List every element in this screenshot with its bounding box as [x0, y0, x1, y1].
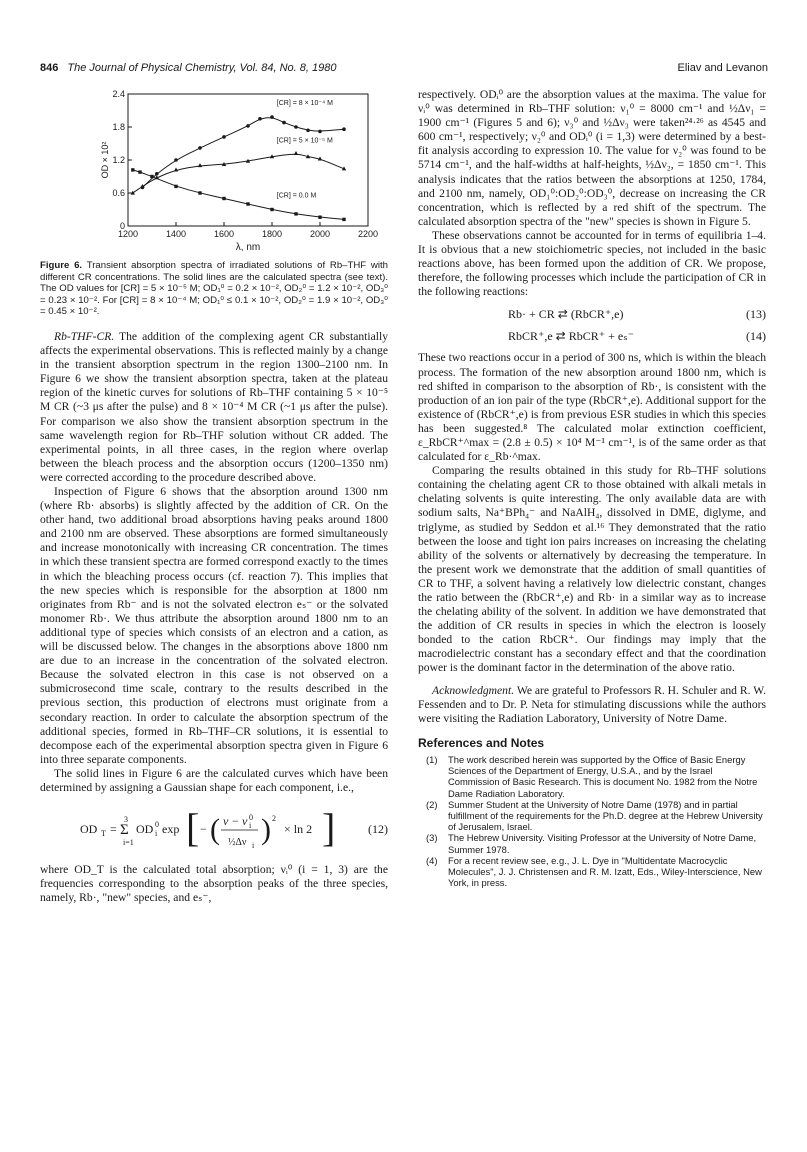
svg-text:]: ] [322, 805, 336, 851]
reference-text: The Hebrew University. Visiting Professor at the University of Notre Dame, Summer 1978. [448, 832, 757, 855]
series-label: [CR] = 8 × 10⁻⁴ M [276, 100, 333, 107]
svg-text:i: i [252, 841, 255, 851]
svg-text:−: − [200, 822, 207, 837]
figure-6 [40, 88, 388, 256]
equation-14 [418, 329, 766, 351]
equation-number: (14) [746, 329, 766, 344]
data-point [150, 175, 153, 178]
data-point [318, 130, 322, 134]
caption-text: Transient absorption spectra of irradiated solutions of Rb–THF with different CR concentrations. The solid lines are the calculated spectra (see text). The OD values for [CR] = 5 × 10⁻⁵ M; OD₁⁰ = 0.2 × 10⁻², OD₂⁰ = 1.2 × 10⁻², OD₃⁰ = 0.23 × 10⁻². For [CR] = 8 × 10⁻⁴ M; OD₁⁰ ≤ 0.1 × 10⁻², OD₂⁰ = 1.9 × 10⁻², OD₃⁰ = 0.45 × 10⁻². [40, 260, 388, 318]
journal-title: The Journal of Physical Chemistry, Vol. 84, No. 8, 1980 [67, 62, 337, 74]
left-column [40, 88, 388, 905]
x-tick-label: 2200 [357, 229, 379, 239]
paragraph: respectively. ODᵢ⁰ are the absorption values at the maxima. The value for νᵢ⁰ was determined in Rb–THF solution: ν₁⁰ = 8000 cm⁻¹ and ½Δν₁ = 1900 cm⁻¹ (Figures 5 and 6); ν₃⁰ and ½Δν₃ were taken²⁴·²⁶ as 4545 and 600 cm⁻¹, respectively; ν₂⁰ and ODᵢ⁰ (i = 1,3) were determined by a best-fit analysis according to expression 10. The value for ν₂⁰ was found to be 5714 cm⁻¹, and the half-widths at half-heights, ½Δν₂, = 1850 cm⁻¹. This analysis indicates that the ratios between the absorptions at 1250, 1784, and 2100 nm, namely, OD₁⁰:OD₂⁰:OD₃⁰, decrease on increasing the CR concentration, which is reflected by a red shift of the spectrum. The calculated absorption spectra of the "new" species is shown in Figure 5. [418, 88, 766, 228]
svg-text:× ln 2: × ln 2 [284, 822, 313, 837]
paragraph-text: The addition of the complexing agent CR substantially affects the experimental observations. This is reflected mainly by a change in the transient absorption spectrum in the region 1300–2100 nm. In Figure 6 we show the transient absorption spectra, taken at the plateau region of the kinetic curves for solutions of Rb–THF containing 5 × 10⁻⁵ M CR (~3 μs after the pulse) and 8 × 10⁻⁴ M CR (~1 μs after the pulse). For comparison we also show the transient absorption spectrum in the same wavelength region for Rb–THF solution without CR added. The experimental points, in all three cases, in the region where overlap between the bleach process and the absorption occurs (1200–1350 nm) were corrected according to the procedure described above. [40, 329, 388, 484]
svg-text:i: i [155, 829, 158, 839]
data-point [246, 202, 249, 205]
svg-text:): ) [261, 813, 271, 847]
svg-text:T: T [101, 829, 106, 839]
paragraph: where OD_T is the calculated total absorption; νᵢ⁰ (i = 1, 3) are the frequencies corresponding to the absorption peaks of the three species, namely, Rb·, "new" species, and eₛ⁻, [40, 863, 388, 905]
series-line [133, 154, 344, 193]
y-tick-label: 2.4 [112, 89, 125, 99]
svg-text:3: 3 [124, 815, 128, 825]
svg-text:½Δν: ½Δν [228, 837, 247, 849]
svg-text:ν: ν [223, 814, 229, 829]
data-point [174, 168, 178, 172]
data-point [155, 172, 159, 176]
svg-text:OD: OD [80, 822, 98, 837]
y-axis-label: OD × 10² [100, 141, 110, 179]
x-tick-label: 1200 [117, 229, 139, 239]
data-point [258, 117, 262, 121]
ack-text: We are grateful to Professors R. H. Schuler and R. W. Fessenden and to Dr. P. Neta for stimulating discussions while the authors were visiting the Radiation Laboratory, University of Notre Dame. [418, 683, 766, 725]
paragraph: These observations cannot be accounted for in terms of equilibria 1–4. It is obvious that a new stoichiometric species, not included in the basic reactions above, has been formed upon the addition of CR. We propose, therefore, the following processes which include the participation of CR in the following reactions: [418, 228, 766, 299]
data-point [174, 185, 177, 188]
running-header [40, 62, 768, 80]
paragraph: These two reactions occur in a period of 300 ns, which is within the bleach process. The formation of the new absorption around 1800 nm, which is red shifted in comparison to the absorption of Rb·, is consistent with the production of an ion pair of the type (RbCR⁺,e). Additional support for the existence of (RbCR⁺,e) is from previous ESR studies in which this species has been suggested.⁸ The calculated molar extinction coefficient, ε_RbCR⁺^max = (2.8 ± 0.5) × 10⁴ M⁻¹ cm⁻¹, is of the same order as that calculated for ε_Rb·^max. [418, 351, 766, 464]
svg-text:0: 0 [249, 813, 253, 823]
data-point [198, 163, 202, 167]
data-point [294, 212, 297, 215]
svg-text:exp: exp [162, 822, 180, 837]
svg-text:(: ( [210, 813, 220, 847]
data-point [342, 218, 345, 221]
reference-number: (2) [426, 798, 438, 810]
svg-text:0: 0 [155, 820, 159, 830]
x-tick-label: 1600 [213, 229, 235, 239]
paragraph: The solid lines in Figure 6 are the calculated curves which have been determined by assigning a Gaussian shape for each component, i.e., [40, 766, 388, 794]
data-point [270, 208, 273, 211]
reference-text: For a recent review see, e.g., J. L. Dye in "Multidentate Macrocyclic Molecules", J. J. Christensen and R. M. Izatt, Eds., Wiley-Interscience, New York, in press. [448, 854, 762, 889]
svg-text:OD: OD [136, 822, 154, 837]
data-point [138, 170, 141, 173]
series-line [142, 118, 344, 188]
right-column [418, 88, 766, 888]
section-run-in: Rb-THF-CR. [54, 329, 115, 343]
figure-caption [40, 260, 388, 318]
y-tick-label: 1.2 [112, 155, 125, 165]
data-point [270, 115, 274, 119]
reference-text: Summer Student at the University of Notre Dame (1978) and in partial fulfillment of the requirements for the Ph.D. degree at the Hebrew University of Jerusalem, Israel. [448, 798, 763, 833]
y-tick-label: 1.8 [112, 122, 125, 132]
svg-text:[: [ [186, 805, 200, 851]
data-point [222, 197, 225, 200]
svg-text:Σ: Σ [120, 822, 129, 839]
reference-item [418, 799, 766, 833]
y-tick-label: 0.6 [112, 188, 125, 198]
equation-text: RbCR⁺,e ⇄ RbCR⁺ + eₛ⁻ [508, 329, 634, 344]
data-point [174, 158, 178, 162]
spectra-chart [40, 88, 388, 256]
x-tick-label: 1800 [261, 229, 283, 239]
paragraph [40, 330, 388, 485]
equation-12-formula [40, 801, 388, 857]
references-title: References and Notes [418, 735, 545, 750]
svg-text:=: = [110, 822, 117, 837]
svg-text:−: − [232, 814, 239, 829]
series-label: [CR] = 5 × 10⁻⁵ M [276, 137, 333, 145]
data-point [198, 191, 201, 194]
svg-text:2: 2 [272, 814, 276, 824]
caption-label: Figure 6. [40, 260, 83, 271]
paragraph: Inspection of Figure 6 shows that the absorption around 1300 nm (where Rb· absorbs) is slightly affected by the addition of CR. On the other hand, two additional broad absorptions having peaks around 1800 and 2100 nm are observed. These absorptions are formed simultaneously and increase monotonically with increasing CR concentration. The times in which these transient spectra are formed correspond exactly to the times in which the bleaching process occurs (cf. reaction 7). This implies that the new species which is responsible for the absorption at 1800 nm originates from Rb⁻ and is not the solvated electron eₛ⁻ or the solvated monomer Rb·. We thus attribute the absorption around 1800 nm to an additional type of species which consists of an electron and a cation, as will be discussed below. The changes in the absorptions above 1800 nm are due to an increase in the concentration of the solvated electron. Because the solvated electron in this case is not observed on a submicrosecond time scale, contrary to the results described in the previous section, this production of electrons must originate from a secondary reaction. In order to calculate the absorption spectrum of the additional species, formed in Rb–THF–CR solutions, it is essential to decompose each of the experimental absorption spectra given in Figure 6 into three separate components. [40, 485, 388, 766]
equation-number: (13) [746, 307, 766, 322]
data-point [294, 151, 298, 155]
references-list [418, 754, 766, 888]
reference-number: (3) [426, 832, 438, 844]
data-point [222, 135, 226, 139]
x-tick-label: 1400 [165, 229, 187, 239]
equation-13 [418, 307, 766, 329]
equation-text: Rb· + CR ⇄ (RbCR⁺,e) [508, 307, 624, 322]
data-point [294, 125, 298, 129]
data-point [198, 146, 202, 150]
data-point [342, 127, 346, 131]
x-tick-label: 2000 [309, 229, 331, 239]
reference-item [418, 754, 766, 799]
data-point [282, 121, 286, 125]
data-point [246, 124, 250, 128]
reference-number: (1) [426, 753, 438, 765]
svg-text:i=1: i=1 [123, 838, 134, 848]
equation-number: (12) [368, 822, 388, 837]
series-label: [CR] = 0.0 M [276, 192, 317, 200]
reference-item [418, 832, 766, 854]
authors: Eliav and Levanon [677, 62, 768, 74]
y-tick-label: 0 [119, 221, 125, 231]
data-point [306, 129, 310, 133]
data-point [131, 168, 134, 171]
ack-head: Acknowledgment. [432, 683, 515, 697]
paragraph: Comparing the results obtained in this study for Rb–THF solutions containing the chelating agent CR to those obtained with alkali metals in chelating solvents is quite interesting. The only available data are with sodium salts, Na⁺BPh₄⁻ and NaAlH₄, dissolved in DME, diglyme, and triglyme, as studied by Seddon et al.¹⁶ They demonstrated that the ratio between the loose and tight ion pairs increases on increasing the chelating ability of the solvents or alternatively by decreasing the temperature. In the present work we demonstrate that the addition of small quantities of CR to THF, a solvent having a relatively low dielectric constant, changes the ratio between the (RbCR⁺,e) and Rb· in a similar way as to increase the chelating ability of the solvent. In addition we have demonstrated that the addition of CR results in species in which the electron is loosely bonded to the cation RbCR⁺. Our findings may imply that the macrodielectric constant has a secondary effect and that the coordination power is the dominant factor in the determination of the above ratio. [418, 464, 766, 675]
x-axis-label: λ, nm [235, 242, 261, 253]
reference-text: The work described herein was supported by the Office of Basic Energy Sciences of the Department of Energy, U.S.A., and by the Israel Commission of Basic Research. This is document No. 1982 from the Notre Dame Radiation Laboratory. [448, 753, 758, 799]
svg-text:ν: ν [242, 814, 248, 829]
page-number: 846 [40, 62, 59, 74]
equation-12 [40, 801, 388, 857]
reference-item [418, 855, 766, 889]
reference-number: (4) [426, 854, 438, 866]
data-point [318, 216, 321, 219]
acknowledgment [418, 684, 766, 726]
svg-text:i: i [249, 821, 252, 831]
